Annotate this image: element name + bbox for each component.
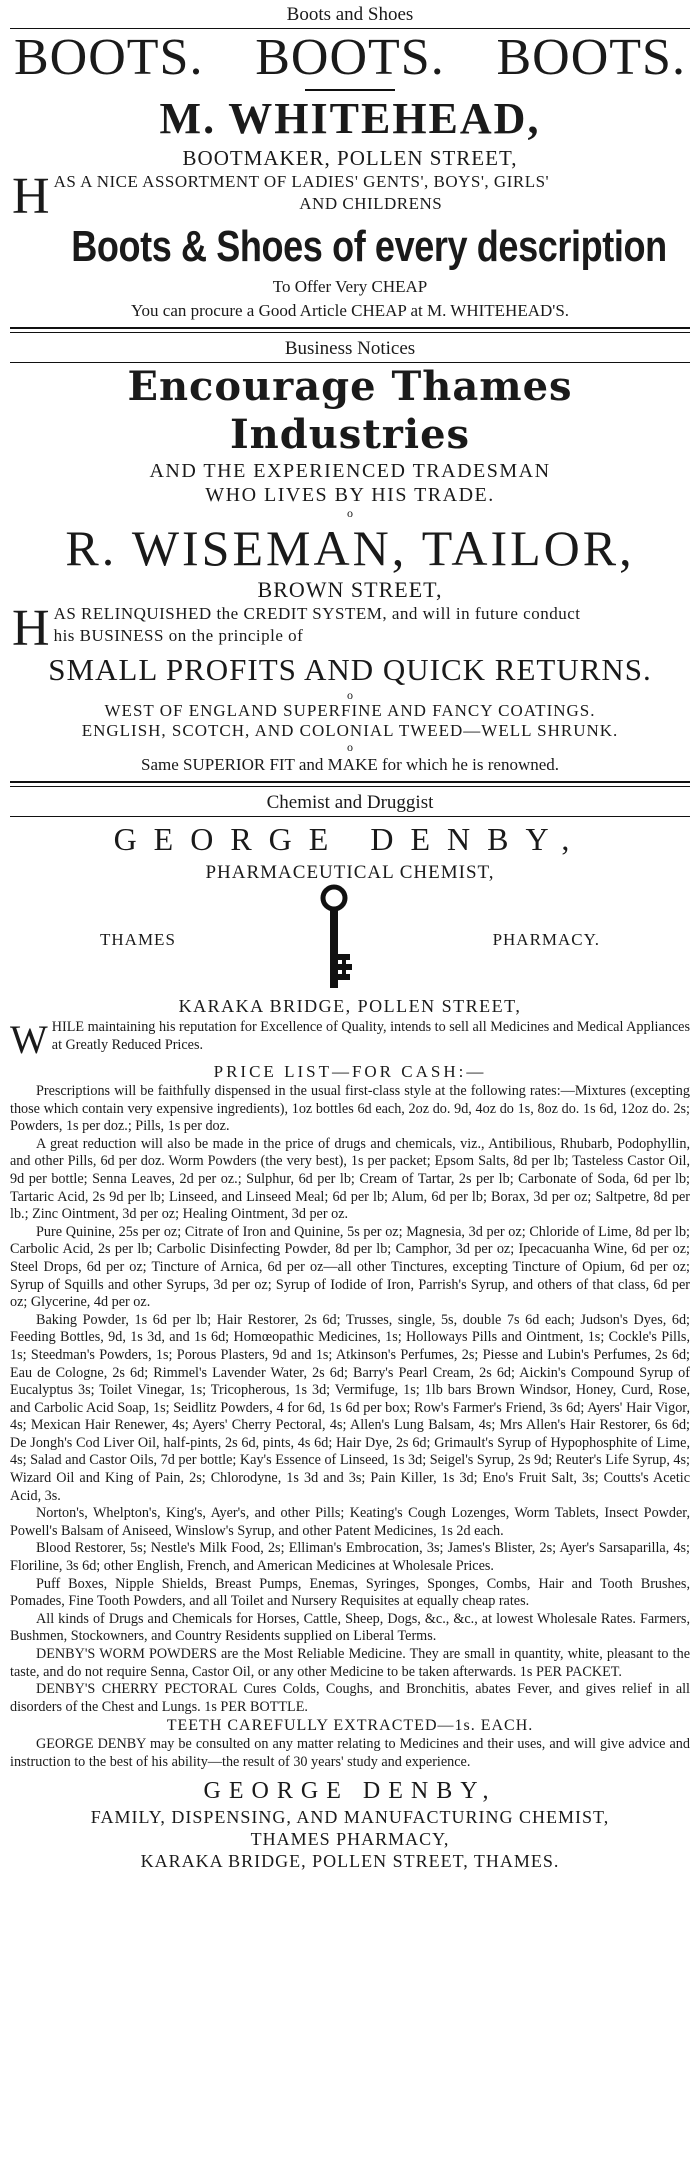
assortment-line-2: AND CHILDRENS	[299, 194, 443, 213]
drop-cap: W	[10, 1017, 48, 1062]
chemist-address: KARAKA BRIDGE, POLLEN STREET,	[178, 996, 522, 1016]
price-paragraph: Baking Powder, 1s 6d per lb; Hair Restorer, 2s 6d; Trusses, single, 5s, double 7s 6d each; Judson's Dyes, 6d; Feeding Bottles, 9d, 1s 3d, and 1s 6d; Homœopathic Medicines, 1s; Holloways Pills and Ointment, 1s; Cockle's Pills, 1s; Steedman's Powders, 1s; Porous Plasters, 9d and 1s; Atkinson's Perfumes, 2s; Piesse and Lubin's Perfumes, 2s 6d; Eau de Cologne, 2s 6d; Rimmel's Lavender Water, 2s 6d; Barry's Pearl Cream, 2s 6d; Aickin's Compound Syrup of Eucalyptus 3s; Toilet Vinegar, 1s; Tricopherous, 1s 3d; Vermifuge, 1s; 1lb bars Brown Windsor, Honey, Curd, Rose, and Carbolic Acid Soap, 1s; Seidlitz Powders, 4 for 6d, 1s 6d per box; Row's Farmer's Friend, 3s 6d; Ayers' Hair Vigor, 4s; Mexican Hair Renewer, 4s; Ayers' Cherry Pectoral, 4s; Allen's Lung Balsam, 4s; Mrs Allen's Hair Restorer, 6s 6d; De Jongh's Cod Liver Oil, half-pints, 2s 6d, pints, 4s 6d; Hair Dye, 2s 6d; Grimault's Syrup of Hypophosphite of Lime, 4s; Salad and Castor Oils, 7d per bottle; Kay's Essence of Linseed, 1s 3d; Seigel's Syrup, 2s 9d; Reuter's Life Syrup, 4s; Wizard Oil and King of Pain, 2s; Chlorodyne, 1s 3d and 3s; Pain Killer, 1s 3d; Eno's Fruit Salt, 3s; Coutts's Acetic Acid, 3s.	[10, 1311, 690, 1504]
price-paragraph: DENBY'S CHERRY PECTORAL Cures Colds, Coughs, and Bronchitis, abates Fever, and gives relief in all disorders of the Chest and Lungs. 1s PER BOTTLE.	[10, 1681, 690, 1715]
drop-cap: H	[12, 168, 50, 225]
encourage-title: Encourage Thames Industries	[127, 363, 573, 458]
thames-label: THAMES	[100, 930, 176, 949]
chemist-intro: HILE maintaining his reputation for Excellence of Quality, intends to sell all Medicines and Medical Appliances at Greatly Reduced Prices.	[51, 1019, 690, 1053]
tradesman-line: AND THE EXPERIENCED TRADESMAN	[149, 460, 551, 482]
boots-advert	[10, 2, 690, 323]
section-divider	[10, 781, 690, 787]
price-paragraph: Blood Restorer, 5s; Nestle's Milk Food, 2s; Elliman's Embrocation, 3s; James's Blister, 2s; Ayer's Sarsaparilla, 4s; Floriline, 3s 6d; other English, French, and American Medicines at Wholesale Prices.	[10, 1540, 690, 1575]
assortment-line: AS A NICE ASSORTMENT OF LADIES' GENTS', BOYS', GIRLS'	[53, 172, 550, 191]
tweed-line: ENGLISH, SCOTCH, AND COLONIAL TWEED—WELL SHRUNK.	[81, 721, 619, 740]
price-paragraph: A great reduction will also be made in the price of drugs and chemicals, viz., Antibilious, Rhubarb, Podophyllin, and other Pills, 6d per doz. Worm Powders (the very best), 1s per packet; Epsom Salts, 8d per lb; Tasteless Castor Oil, 9d per bottle; Senna Leaves, 2d per oz.; Sulphur, 6d per lb; Cream of Tartar, 2s per lb; Carbonate of Soda, 6d per lb; Tartaric Acid, 2s 9d per lb; Linseed, and Linseed Meal; 6d per lb; Alum, 6d per lb; Borax, 3d per oz; Saltpetre, 8d per lb.; Zinc Ointment, 3d per oz; Healing Ointment, 3d per oz.	[10, 1135, 690, 1223]
price-paragraph: Norton's, Whelpton's, King's, Ayer's, and other Pills; Keating's Cough Lozenges, Worm Tablets, Insect Powder, Powell's Balsam of Aniseed, Winslow's Syrup, and other Patent Medicines, 1s 2d each.	[10, 1505, 690, 1539]
key-row	[10, 885, 690, 995]
price-paragraph: Puff Boxes, Nipple Shields, Breast Pumps, Enemas, Syringes, Sponges, Combs, Hair and Tooth Brushes, Pomades, Fine Tooth Powders, and all Toilet and Nursery Requisites at equally cheap rates.	[10, 1575, 690, 1610]
tailor-street: BROWN STREET,	[257, 577, 443, 602]
short-divider	[305, 89, 395, 91]
coatings-line: WEST OF ENGLAND SUPERFINE AND FANCY COATINGS.	[104, 701, 596, 720]
price-list	[10, 1083, 690, 1716]
consult-paragraph: GEORGE DENBY may be consulted on any matter relating to Medicines and their uses, and will give advice and instruction to the best of his ability—the result of 30 years' study and experience.	[10, 1736, 690, 1770]
credit-line: AS RELINQUISHED the CREDIT SYSTEM, and will in future conduct	[53, 604, 581, 623]
chemist-title: PHARMACEUTICAL CHEMIST,	[205, 862, 495, 883]
offer-line: To Offer Very CHEAP	[272, 277, 428, 296]
chemist-advert	[10, 790, 690, 1872]
ornament-divider: o	[347, 740, 353, 754]
boots-word: BOOTS.	[14, 29, 204, 86]
tailor-advert	[10, 336, 690, 777]
boots-banner	[10, 29, 690, 87]
chemist-name: GEORGE DENBY,	[113, 821, 587, 857]
principle-line: his BUSINESS on the principle of	[53, 626, 304, 645]
section-heading-chemist: Chemist and Druggist	[266, 792, 434, 813]
section-heading-boots: Boots and Shoes	[286, 4, 414, 25]
slogan: SMALL PROFITS AND QUICK RETURNS.	[48, 652, 652, 687]
boots-word: BOOTS.	[255, 29, 445, 86]
merchant-address: BOOTMAKER, POLLEN STREET,	[182, 146, 518, 170]
drop-cap: H	[12, 600, 50, 657]
ornament-divider: o	[347, 506, 353, 520]
footer-pharmacy: THAMES PHARMACY,	[250, 1828, 450, 1849]
price-paragraph: All kinds of Drugs and Chemicals for Horses, Cattle, Sheep, Dogs, &c., &c., at lowest Wholesale Rates. Farmers, Bushmen, Stockowners, and Country Residents supplied on Liberal Terms.	[10, 1610, 690, 1645]
footer-name: GEORGE DENBY,	[203, 1777, 497, 1804]
tailor-closing: Same SUPERIOR FIT and MAKE for which he is renowned.	[140, 755, 560, 774]
footer-address: KARAKA BRIDGE, POLLEN STREET, THAMES.	[140, 1850, 560, 1871]
newspaper-page	[10, 0, 690, 1872]
boots-word: BOOTS.	[496, 29, 686, 86]
section-divider	[10, 327, 690, 333]
price-list-heading: PRICE LIST—FOR CASH:—	[213, 1062, 487, 1081]
price-paragraph: DENBY'S WORM POWDERS are the Most Reliable Medicine. They are small in quantity, white, pleasant to the taste, and do not require Senna, Castor Oil, or any other Medicine to be taken afterwards. 1s PER PACKET.	[10, 1646, 690, 1680]
price-paragraph: Prescriptions will be faithfully dispensed in the usual first-class style at the following rates:—Mixtures (excepting those which contain very expensive ingredients), 1oz bottles 6d each, 2oz do. 9d, 4oz do 1s, 8oz do. 1s 6d, 12oz do. 2s; Powders, 1s per doz.; Pills, 1s per doz.	[10, 1083, 690, 1135]
teeth-notice: TEETH CAREFULLY EXTRACTED—1s. EACH.	[166, 1717, 534, 1735]
section-heading-business: Business Notices	[284, 338, 416, 359]
tailor-name: R. WISEMAN, TAILOR,	[65, 520, 635, 576]
closing-line: You can procure a Good Article CHEAP at M. WHITEHEAD'S.	[130, 301, 570, 320]
merchant-name: M. WHITEHEAD,	[159, 94, 541, 143]
pharmacy-label: PHARMACY.	[492, 930, 600, 949]
trade-line: WHO LIVES BY HIS TRADE.	[205, 484, 495, 506]
boots-headline: Boots & Shoes of every description	[71, 222, 667, 271]
ornament-divider: o	[347, 688, 353, 702]
price-paragraph: Pure Quinine, 25s per oz; Citrate of Iron and Quinine, 5s per oz; Magnesia, 3d per oz; Chloride of Lime, 8d per lb; Carbolic Acid, 2s per lb; Carbolic Disinfecting Powder, 8d per lb; Camphor, 3d per oz; Ipecacuanha Wine, 6d per oz; Steel Drops, 6d per oz; Tincture of Arnica, 6d per oz—all other Tinctures, excepting Tincture of Opium, 6d per oz; Syrup of Squills and other Syrups, 3d per oz; Syrup of Iodide of Iron, Parrish's Syrup, and others of that class, 6d per oz; Glycerine, 4d per oz.	[10, 1223, 690, 1311]
key-icon	[312, 884, 356, 997]
footer-title: FAMILY, DISPENSING, AND MANUFACTURING CHEMIST,	[90, 1806, 610, 1827]
